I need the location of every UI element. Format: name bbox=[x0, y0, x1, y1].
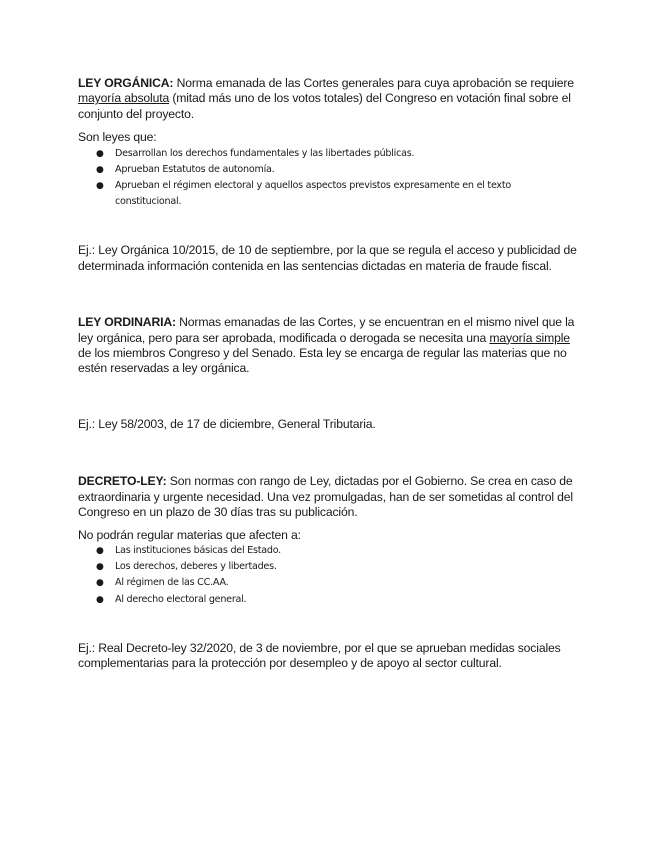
list-item bbox=[78, 559, 578, 575]
ley-organica-definition bbox=[78, 76, 578, 122]
ley-organica-intro: Son leyes que: bbox=[78, 130, 157, 145]
ley-ordinaria-title: LEY ORDINARIA: bbox=[78, 315, 176, 330]
ley-organica-text-1: Norma emanada de las Cortes generales para cuya aprobación se requiere bbox=[173, 76, 574, 90]
document-page bbox=[78, 76, 578, 672]
decreto-ley-list bbox=[78, 543, 578, 608]
list-item bbox=[78, 162, 578, 178]
list-item-text: Las instituciones básicas del Estado. bbox=[115, 544, 281, 556]
list-item bbox=[78, 592, 578, 608]
ley-organica-text-2: (mitad más uno de los votos totales) del Congreso en votación final sobre el conjunto del proyecto. bbox=[78, 91, 571, 121]
list-item-text: Al derecho electoral general. bbox=[115, 593, 247, 605]
ley-organica-underline: mayoría absoluta bbox=[78, 91, 170, 106]
ley-organica-example: Ej.: Ley Orgánica 10/2015, de 10 de septiembre, por la que se regula el acceso y publicidad de determinada información contenida en las sentencias dictadas en materia de fraude fiscal. bbox=[78, 243, 577, 273]
decreto-ley-text-1: Son normas con rango de Ley, dictadas por el Gobierno. Se crea en caso de extraordinaria y urgente necesidad. Una vez promulgadas, han de ser sometidas al control del Congreso en un plazo de 30 días tras su publicación. bbox=[78, 474, 573, 520]
bullet-icon: ● bbox=[96, 545, 104, 556]
list-item-text: Al régimen de las CC.AA. bbox=[115, 577, 229, 589]
list-item bbox=[78, 146, 578, 162]
bullet-icon: ● bbox=[96, 562, 104, 573]
ley-organica-title: LEY ORGÁNICA: bbox=[78, 76, 174, 90]
ley-ordinaria-example: Ej.: Ley 58/2003, de 17 de diciembre, General Tributaria. bbox=[78, 416, 376, 431]
bullet-icon: ● bbox=[96, 164, 104, 175]
ley-ordinaria-text-1: Normas emanadas de las Cortes, y se encuentran en el mismo nivel que la ley orgánica, pero para ser aprobada, modificada o derogada se necesita una bbox=[78, 315, 575, 345]
section-ley-ordinaria bbox=[78, 315, 578, 432]
decreto-ley-intro: No podrán regular materias que afecten a: bbox=[78, 527, 301, 542]
bullet-icon: ● bbox=[96, 594, 104, 605]
bullet-icon: ● bbox=[96, 148, 104, 159]
decreto-ley-example: Ej.: Real Decreto-ley 32/2020, de 3 de noviembre, por el que se aprueban medidas sociales complementarias para la protección por desempleo y de apoyo al sector cultural. bbox=[78, 640, 561, 671]
ley-ordinaria-definition bbox=[78, 315, 578, 377]
ley-ordinaria-text-2: de los miembros Congreso y del Senado. Esta ley se encarga de regular las materias que no estén reservadas a ley orgánica. bbox=[78, 346, 567, 376]
decreto-ley-title: DECRETO-LEY: bbox=[78, 474, 167, 489]
list-item bbox=[78, 543, 578, 559]
ley-organica-list bbox=[78, 146, 578, 211]
ley-ordinaria-underline: mayoría simple bbox=[489, 330, 570, 345]
list-item bbox=[78, 178, 578, 210]
bullet-icon: ● bbox=[96, 578, 104, 589]
section-decreto-ley bbox=[78, 474, 578, 671]
section-ley-organica bbox=[78, 76, 578, 274]
list-item-text: Los derechos, deberes y libertades. bbox=[115, 561, 277, 573]
decreto-ley-definition bbox=[78, 474, 578, 520]
bullet-icon: ● bbox=[96, 181, 104, 192]
list-item-text: Aprueban Estatutos de autonomía. bbox=[115, 163, 275, 175]
list-item-text: Desarrollan los derechos fundamentales y las libertades públicas. bbox=[115, 147, 415, 159]
list-item bbox=[78, 575, 578, 591]
list-item-text: Aprueban el régimen electoral y aquellos aspectos previstos expresamente en el texto constitucional. bbox=[115, 180, 511, 208]
